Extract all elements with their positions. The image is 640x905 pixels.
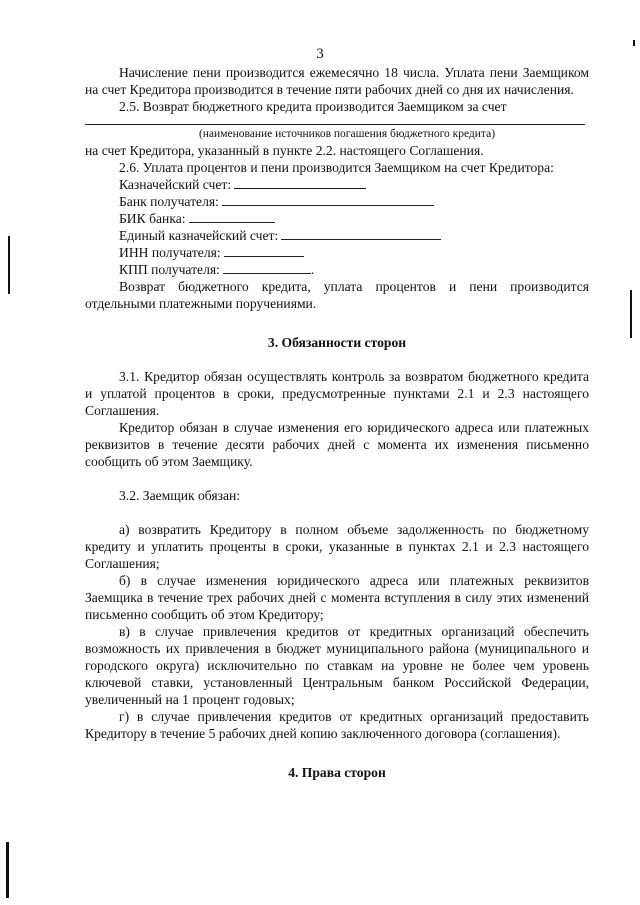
paragraph-2-5-account: на счет Кредитора, указанный в пункте 2.2. настоящего Соглашения. [85, 143, 484, 158]
blank-line [224, 244, 304, 257]
blank-line-repayment-source [85, 115, 585, 125]
field-label: Единый казначейский счет: [119, 228, 279, 243]
scan-mark-right [630, 290, 632, 338]
paragraph-3-2: 3.2. Заемщик обязан: [119, 488, 241, 503]
section-3-heading: 3. Обязанности сторон [267, 335, 407, 350]
section-4-heading: 4. Права сторон [288, 765, 386, 780]
field-value: . [310, 262, 315, 277]
field-label: ИНН получателя: [119, 245, 221, 260]
paragraph-3-1: 3.1. Кредитор обязан осуществлять контроль за возвратом бюджетного кредита и уплатой процентов в сроки, предусмотренные пунктами 2.1 и 2.3 настоящего Соглашения. [85, 369, 589, 418]
item-g: г) в случае привлечения кредитов от кредитных организаций предоставить Кредитору в течение 5 рабочих дней копию заключенного договора (соглашения). [85, 709, 589, 741]
blank-line [281, 227, 441, 240]
field-single-treasury-account [85, 227, 589, 244]
scan-mark-left [8, 236, 10, 294]
page-number: 3 [316, 46, 324, 62]
field-recipient-bank [85, 193, 589, 210]
paragraph-3-1-notice: Кредитор обязан в случае изменения его юридического адреса или платежных реквизитов в течение десяти рабочих дней с момента их изменения письменно сообщить об этом Заемщику. [85, 420, 589, 469]
paragraph-separate-payments: Возврат бюджетного кредита, уплата процентов и пени производится отдельными платежными поручениями. [85, 279, 589, 311]
field-label: Казначейский счет: [119, 177, 232, 192]
item-a: а) возвратить Кредитору в полном объеме задолженность по бюджетному кредиту и уплатить проценты в сроки, указанные в пунктах 2.1 и 2.3 настоящего Соглашения; [85, 522, 589, 571]
field-label: КПП получателя: [119, 262, 220, 277]
item-v: в) в случае привлечения кредитов от кредитных организаций обеспечить возможность их привлечения в бюджет муниципального района (муниципального и городского округа) исключительно по ставкам на уровне не более чем уровень ключевой ставки, установленный Центральным банком Российской Федерации, увеличенный на 1 процент годовых; [85, 624, 589, 707]
caption-repayment-source: (наименование источников погашения бюджетного кредита) [198, 128, 496, 140]
blank-line [223, 261, 311, 274]
blank-line [189, 210, 275, 223]
field-bic [85, 210, 589, 227]
paragraph-penalty-accrual: Начисление пени производится ежемесячно 18 числа. Уплата пени Заемщиком на счет Кредитора производится в течение пяти рабочих дней со дня их начисления. [85, 65, 589, 97]
item-b: б) в случае изменения юридического адреса или платежных реквизитов Заемщика в течение трех рабочих дней с момента вступления в силу этих изменений письменно сообщить об этом Кредитору; [85, 573, 589, 622]
blank-line [234, 176, 366, 189]
field-kpp [85, 261, 589, 278]
paragraph-2-6: 2.6. Уплата процентов и пени производится Заемщиком на счет Кредитора: [119, 160, 554, 175]
scan-mark-top-right [633, 40, 635, 46]
field-label: Банк получателя: [119, 194, 219, 209]
paragraph-2-5: 2.5. Возврат бюджетного кредита производится Заемщиком за счет [119, 99, 507, 114]
document-body [85, 64, 589, 781]
scan-mark-bottom-left [6, 842, 9, 898]
field-inn [85, 244, 589, 261]
field-treasury-account [85, 176, 589, 193]
field-label: БИК банка: [119, 211, 186, 226]
blank-line [222, 193, 434, 206]
